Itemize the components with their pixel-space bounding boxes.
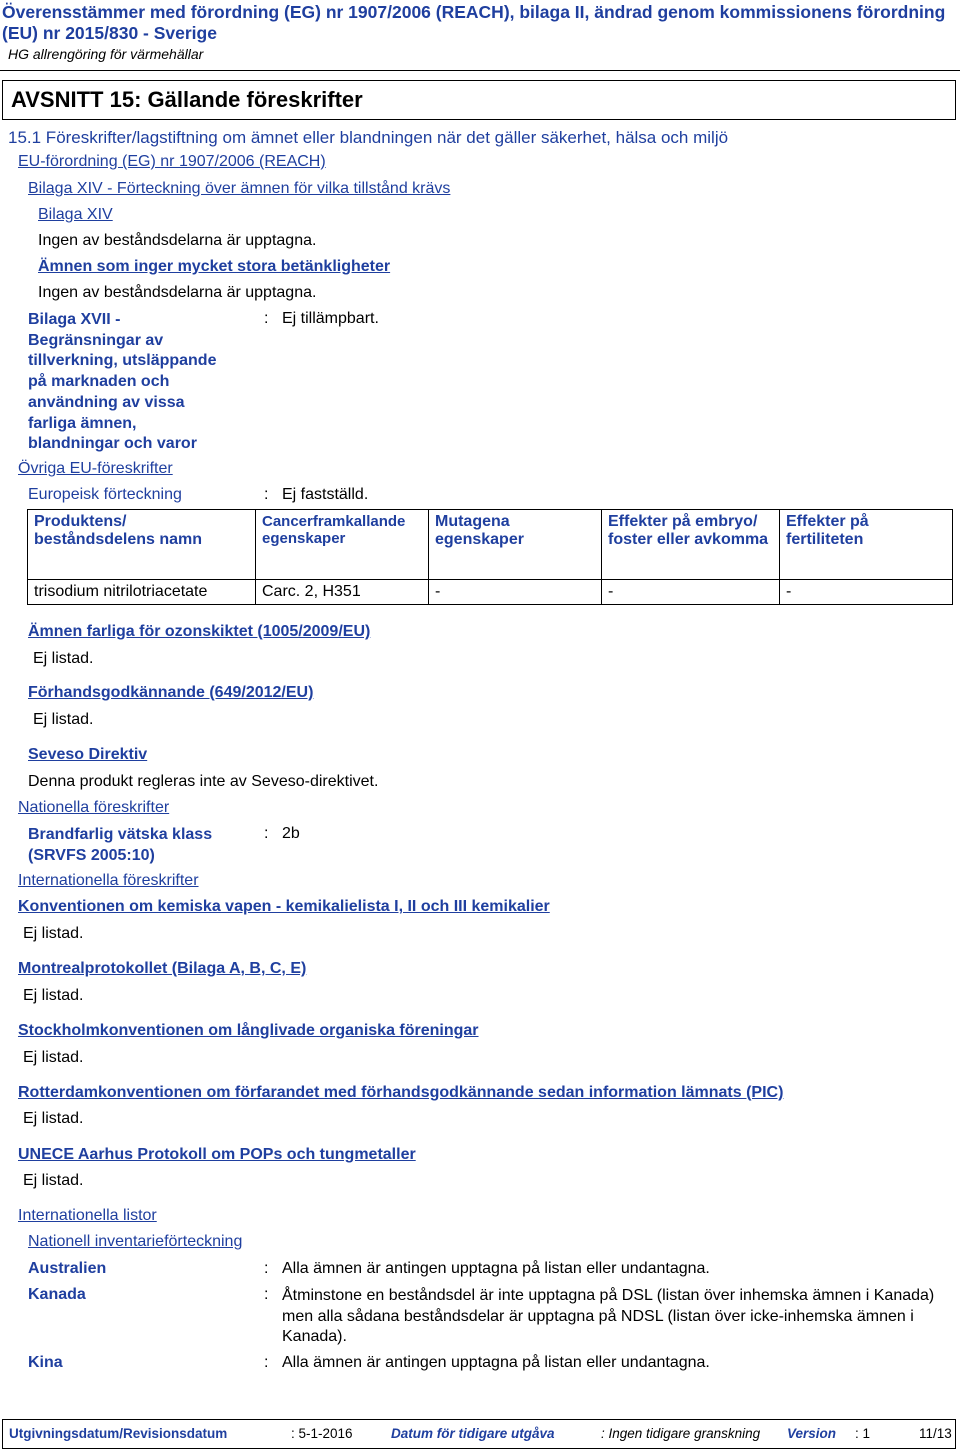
annex17-line: tillverkning, utsläppande	[28, 352, 217, 370]
international-heading: Internationella föreskrifter	[18, 872, 199, 889]
china-label: Kina	[28, 1354, 63, 1371]
table-cell: trisodium nitrilotriacetate	[28, 580, 256, 605]
footer-version-value: : 1	[855, 1426, 871, 1441]
annex17-value: Ej tillämpbart.	[282, 310, 379, 327]
china-value: Alla ämnen är antingen upptagna på listan eller undantagna.	[282, 1354, 710, 1371]
annex14-value: Ingen av beståndsdelarna är upptagna.	[38, 232, 317, 249]
annex17-line: Begränsningar av	[28, 331, 164, 349]
other-eu-heading: Övriga EU-föreskrifter	[18, 460, 173, 477]
australia-value: Alla ämnen är antingen upptagna på listan eller undantagna.	[282, 1260, 710, 1277]
annex17-line: på marknaden och	[28, 373, 170, 391]
ozone-heading: Ämnen farliga för ozonskiktet (1005/2009/EU)	[28, 623, 371, 640]
annex14-heading: Bilaga XIV - Förteckning över ämnen för vilka tillstånd krävs	[28, 180, 451, 197]
aarhus-heading: UNECE Aarhus Protokoll om POPs och tungmetaller	[18, 1146, 416, 1163]
montreal-value: Ej listad.	[23, 987, 84, 1004]
inventories-heading: Internationella listor	[18, 1207, 157, 1224]
table-header-cell: Produktens/ beståndsdelens namn	[28, 510, 256, 580]
annex17-line: Bilaga XVII -	[28, 311, 121, 328]
cwc-value: Ej listad.	[23, 925, 84, 942]
national-inventory-heading: Nationell inventarieförteckning	[28, 1233, 243, 1250]
document-title-line1: Överensstämmer med förordning (EG) nr 1907/2006 (REACH), bilaga II, ändrad genom kommissionens förordning	[2, 2, 946, 22]
stockholm-heading: Stockholmkonventionen om långlivade organiska föreningar	[18, 1022, 479, 1039]
china-colon: :	[264, 1354, 269, 1371]
eu-reach-heading: EU-förordning (EG) nr 1907/2006 (REACH)	[18, 153, 326, 170]
seveso-value: Denna produkt regleras inte av Seveso-direktivet.	[28, 773, 379, 790]
canada-label: Kanada	[28, 1286, 86, 1303]
table-header-cell: Mutagena egenskaper	[429, 510, 602, 580]
pic-heading: Förhandsgodkännande (649/2012/EU)	[28, 684, 314, 701]
table-cell: -	[602, 580, 780, 605]
table-cell: Carc. 2, H351	[256, 580, 429, 605]
table-header-cell: Effekter på fertiliteten	[780, 510, 953, 580]
eu-list-colon: :	[264, 486, 269, 503]
eu-list-label: Europeisk förteckning	[28, 486, 182, 503]
cmr-table	[27, 509, 953, 605]
montreal-heading: Montrealprotokollet (Bilaga A, B, C, E)	[18, 960, 307, 977]
section-title: AVSNITT 15: Gällande föreskrifter	[11, 87, 363, 112]
aarhus-value: Ej listad.	[23, 1172, 84, 1189]
table-header-cell: Cancerframkallande egenskaper	[256, 510, 429, 580]
cwc-heading: Konventionen om kemiska vapen - kemikalielista I, II och III kemikalier	[18, 898, 550, 915]
header-divider	[0, 70, 960, 71]
section-header	[2, 80, 956, 120]
canada-colon: :	[264, 1286, 269, 1303]
footer-date-value: : 5-1-2016	[291, 1426, 353, 1441]
footer-date-label: Utgivningsdatum/Revisionsdatum	[9, 1426, 228, 1441]
footer-prev-value: : Ingen tidigare granskning	[601, 1426, 761, 1441]
canada-value: Åtminstone en beståndsdel är inte upptagna på DSL (listan över inhemska ämnen i Kanada) men alla sådana beståndsdelar är upptagna på NDSL (listan över icke-inhemska ämnen i Kanada).	[282, 1287, 935, 1346]
stockholm-value: Ej listad.	[23, 1049, 84, 1066]
footer-version-label: Version	[787, 1426, 837, 1441]
flammable-label-line: Brandfarlig vätska klass	[28, 826, 213, 843]
annex17-line: blandningar och varor	[28, 435, 197, 453]
pic-value: Ej listad.	[33, 711, 94, 728]
footer-prev-label: Datum för tidigare utgåva	[391, 1426, 555, 1441]
rotterdam-value: Ej listad.	[23, 1110, 84, 1127]
subsection-heading: 15.1 Föreskrifter/lagstiftning om ämnet eller blandningen när det gäller säkerhet, hälsa och miljö	[8, 128, 729, 147]
rotterdam-heading: Rotterdamkonventionen om förfarandet med förhandsgodkännande sedan information lämnats (PIC)	[18, 1084, 784, 1101]
table-row	[28, 580, 953, 605]
table-cell: -	[429, 580, 602, 605]
seveso-heading: Seveso Direktiv	[28, 746, 148, 763]
table-cell: -	[780, 580, 953, 605]
flammable-colon: :	[264, 825, 269, 842]
footer-page: 11/13	[919, 1426, 952, 1441]
footer	[2, 1419, 956, 1449]
annex17-line: användning av vissa	[28, 393, 185, 411]
australia-colon: :	[264, 1260, 269, 1277]
flammable-label-line: (SRVFS 2005:10)	[28, 846, 155, 864]
australia-label: Australien	[28, 1260, 107, 1277]
annex17-line: farliga ämnen,	[28, 414, 137, 432]
annex17-label	[28, 310, 216, 455]
annex14-label: Bilaga XIV	[38, 206, 113, 223]
svhc-value: Ingen av beståndsdelarna är upptagna.	[38, 284, 317, 301]
svhc-heading: Ämnen som inger mycket stora betänkligheter	[38, 258, 391, 275]
flammable-value: 2b	[282, 825, 300, 842]
national-heading: Nationella föreskrifter	[18, 799, 170, 816]
table-header-cell: Effekter på embryo/ foster eller avkomma	[602, 510, 780, 580]
annex17-colon: :	[264, 310, 269, 327]
document-title-line2: (EU) nr 2015/830 - Sverige	[2, 23, 217, 43]
eu-list-value: Ej fastställd.	[282, 486, 369, 503]
flammable-label	[28, 825, 212, 866]
product-name: HG allrengöring för värmehällar	[8, 46, 204, 62]
ozone-value: Ej listad.	[33, 650, 94, 667]
table-header-row	[28, 510, 953, 580]
